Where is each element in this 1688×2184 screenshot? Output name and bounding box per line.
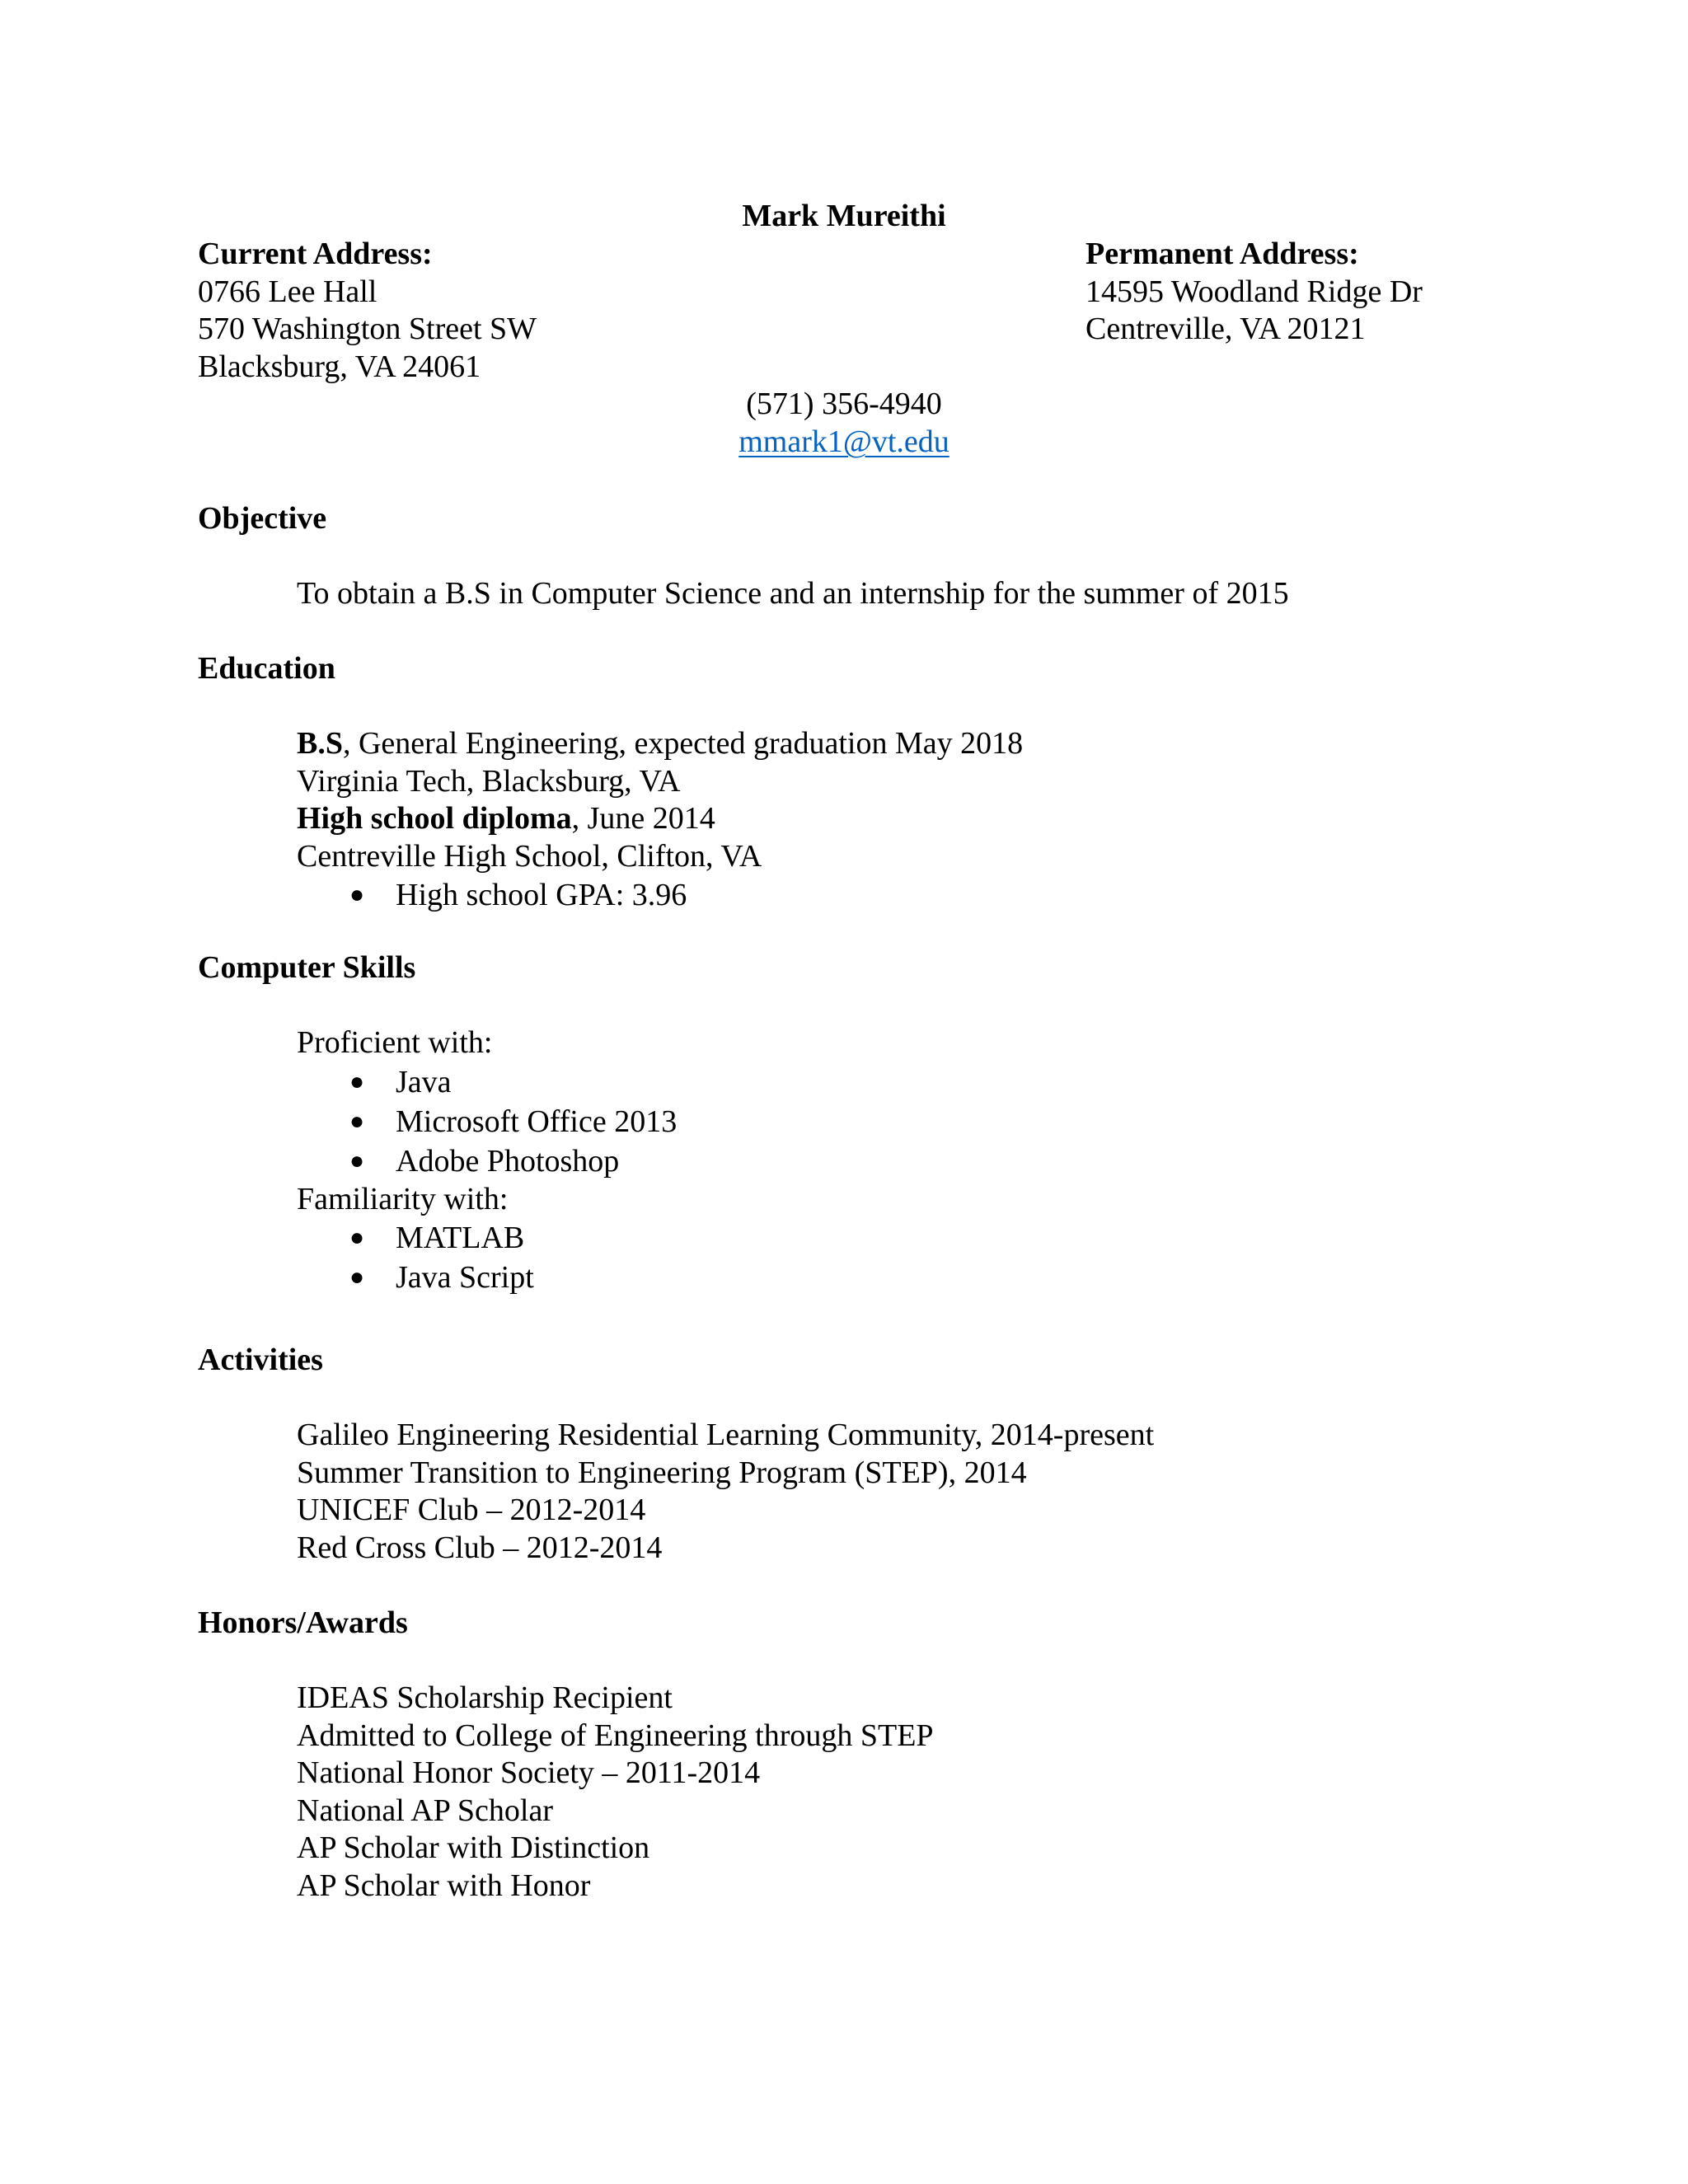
high-school-line: Centreville High School, Clifton, VA (297, 838, 762, 874)
activities-list (297, 1417, 1154, 1567)
list-item: AP Scholar with Distinction (297, 1830, 650, 1865)
list-item: National AP Scholar (297, 1793, 553, 1828)
bullet-icon: ● (349, 1146, 365, 1174)
familiar-label: Familiarity with: (297, 1181, 509, 1216)
current-address-line: 570 Washington Street SW (198, 312, 537, 346)
current-address-label: Current Address: (198, 237, 433, 271)
diploma-detail: , June 2014 (571, 801, 715, 836)
degree-title: B.S (297, 726, 343, 761)
list-item: ● Adobe Photoshop (297, 1141, 677, 1181)
proficient-list (297, 1062, 677, 1181)
list-item: ● Java Script (297, 1258, 677, 1297)
list-item: AP Scholar with Honor (297, 1868, 591, 1903)
list-item: ● Java (297, 1062, 677, 1102)
diploma-title: High school diploma (297, 801, 572, 836)
list-item: Galileo Engineering Residential Learning Community, 2014-present (297, 1418, 1155, 1452)
objective-text: To obtain a B.S in Computer Science and an internship for the summer of 2015 (297, 576, 1289, 611)
permanent-address-line: 14595 Woodland Ridge Dr (1085, 274, 1423, 309)
list-item: ● MATLAB (297, 1218, 677, 1258)
list-item: ● High school GPA: 3.96 (297, 875, 1023, 915)
list-item: IDEAS Scholarship Recipient (297, 1680, 673, 1715)
bullet-icon: ● (349, 881, 365, 908)
bullet-icon: ● (349, 1067, 365, 1095)
current-address (198, 236, 537, 386)
bullet-icon: ● (349, 1263, 365, 1291)
email-link[interactable]: mmark1@vt.edu (738, 424, 950, 459)
list-item: Admitted to College of Engineering through STEP (297, 1718, 934, 1753)
degree-line (297, 725, 1023, 763)
permanent-address-label: Permanent Address: (1085, 237, 1359, 271)
objective-heading: Objective (198, 501, 327, 536)
list-item: Red Cross Club – 2012-2014 (297, 1530, 663, 1565)
bullet-icon: ● (349, 1224, 365, 1251)
university-line: Virginia Tech, Blacksburg, VA (297, 763, 681, 799)
bullet-icon: ● (349, 1107, 365, 1135)
education-heading: Education (198, 651, 335, 686)
activities-heading: Activities (198, 1343, 323, 1377)
familiar-list (297, 1218, 677, 1297)
current-address-line: Blacksburg, VA 24061 (198, 349, 481, 384)
skills-heading: Computer Skills (198, 950, 416, 985)
degree-detail: , General Engineering, expected graduation May 2018 (342, 726, 1024, 761)
education-bullets (297, 875, 1023, 915)
permanent-address-line: Centreville, VA 20121 (1085, 312, 1366, 346)
list-item: ● Microsoft Office 2013 (297, 1102, 677, 1141)
honors-list (297, 1680, 934, 1905)
list-item: National Honor Society – 2011-2014 (297, 1755, 761, 1790)
list-item: UNICEF Club – 2012-2014 (297, 1493, 646, 1527)
skills-details (297, 1024, 677, 1297)
phone-number: (571) 356-4940 (746, 387, 942, 421)
list-item: Summer Transition to Engineering Program (STEP), 2014 (297, 1455, 1027, 1490)
proficient-label: Proficient with: (297, 1025, 493, 1060)
permanent-address (1085, 236, 1423, 349)
contact-info (0, 386, 1688, 461)
honors-heading: Honors/Awards (198, 1605, 408, 1640)
current-address-line: 0766 Lee Hall (198, 274, 377, 309)
diploma-line (297, 800, 1023, 838)
education-details (297, 725, 1023, 915)
resume-name: Mark Mureithi (742, 199, 946, 233)
